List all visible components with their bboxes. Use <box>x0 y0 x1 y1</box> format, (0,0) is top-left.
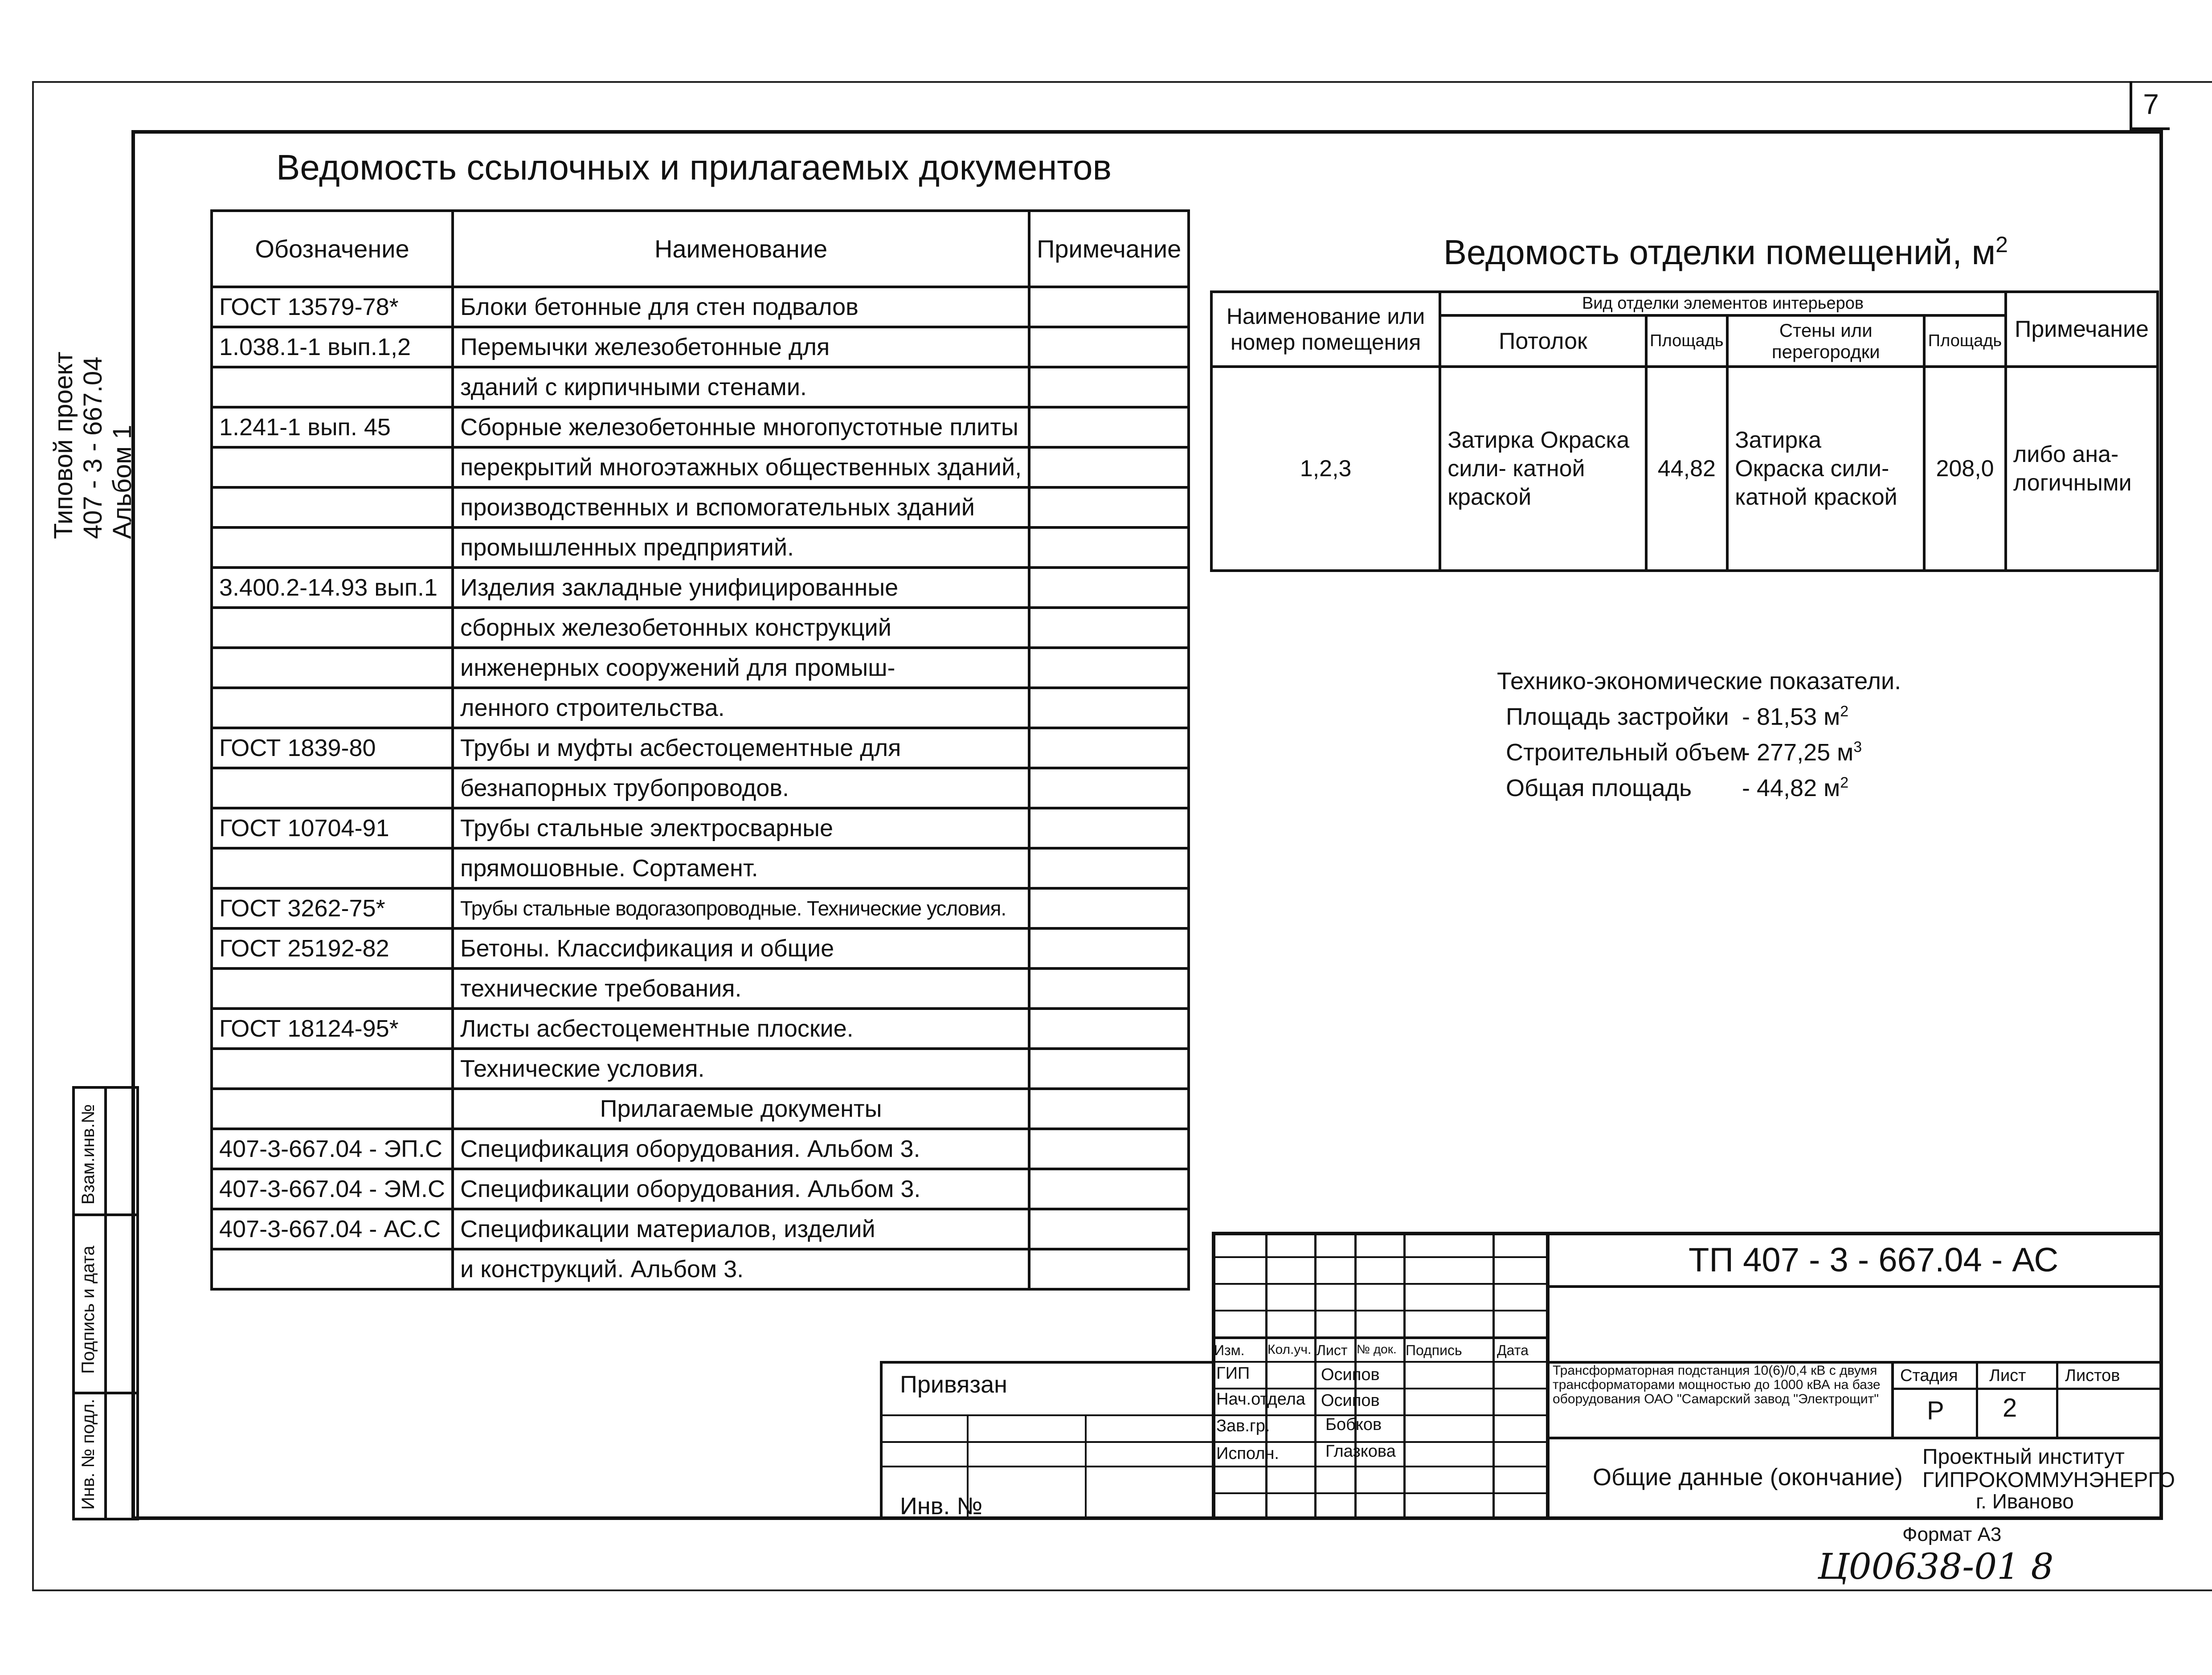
docs-note <box>1029 728 1189 768</box>
docs-designation <box>212 1049 453 1089</box>
table-row <box>212 648 1189 688</box>
docs-designation <box>212 527 453 568</box>
docs-designation: ГОСТ 10704-91 <box>212 808 453 848</box>
tep-row: Общая площадь - 44,82 $м^2$ <box>1506 774 1849 801</box>
docs-designation: 407-3-667.04 - ЭМ.С <box>212 1169 453 1209</box>
table-row <box>212 848 1189 888</box>
table-row <box>212 287 1189 327</box>
tep-row: Строительный объем- 277,25 $м^3$ <box>1506 739 1862 766</box>
table-row <box>212 888 1189 928</box>
docs-note <box>1029 407 1189 447</box>
docs-note <box>1029 568 1189 608</box>
title-block: ТП 407 - 3 - 667.04 - АС Изм. Кол.уч. Лист № док. Подпись Дата ГИП Осипов Нач.отдела Осипов Зав.гр. Бобков Исполн. Глазкова Привязан Инв. № Трансформаторная подстанция 10(6)/0,4 кВ с двумя трансформаторами мощностью до 1000 кВА на базе оборудования ОАО "Самарский завод "Электрощит" Общие данные (окончание) Стадия Лист Листов Р 2 Проектный институт ГИПРОКОММУНЭНЕРГО г. Иваново <box>880 1232 2163 1520</box>
table-row <box>212 447 1189 487</box>
docs-designation: ГОСТ 1839-80 <box>212 728 453 768</box>
docs-designation: ГОСТ 3262-75* <box>212 888 453 928</box>
table-row <box>212 1089 1189 1129</box>
docs-name: Блоки бетонные для стен подвалов <box>453 287 1029 327</box>
docs-note <box>1029 1129 1189 1169</box>
table-row <box>212 487 1189 527</box>
finish-header-note: Примечание <box>2006 292 2158 367</box>
docs-header-note: Примечание <box>1029 211 1189 287</box>
tep-block <box>1497 666 1901 803</box>
docs-name: Изделия закладные унифицированные <box>453 568 1029 608</box>
docs-designation: 1.038.1-1 вып.1,2 <box>212 327 453 367</box>
table-row <box>212 1009 1189 1049</box>
table-row <box>212 928 1189 968</box>
docs-designation <box>212 367 453 407</box>
table-row <box>212 367 1189 407</box>
docs-name: сборных железобетонных конструкций <box>453 608 1029 648</box>
docs-note <box>1029 487 1189 527</box>
docs-note <box>1029 447 1189 487</box>
handwritten-number: Ц00638-01 8 <box>1818 1546 2054 1587</box>
docs-name: промышленных предприятий. <box>453 527 1029 568</box>
side-label-inv: Инв. № подл. <box>78 1398 98 1510</box>
table-row <box>212 728 1189 768</box>
docs-name: безнапорных трубопроводов. <box>453 768 1029 808</box>
table-row <box>212 1169 1189 1209</box>
page-number: 7 <box>2130 81 2170 130</box>
docs-name: Технические условия. <box>453 1049 1029 1089</box>
docs-designation <box>212 848 453 888</box>
docs-designation <box>212 1249 453 1289</box>
docs-note <box>1029 1169 1189 1209</box>
table-row <box>212 608 1189 648</box>
privyazan-label: Привязан <box>900 1371 1007 1398</box>
docs-note <box>1029 928 1189 968</box>
docs-note <box>1029 367 1189 407</box>
table-row <box>212 327 1189 367</box>
finish-area2: 208,0 <box>1924 367 2006 571</box>
table-row <box>212 688 1189 728</box>
sheet-title: Общие данные (окончание) <box>1593 1464 1903 1491</box>
docs-designation <box>212 608 453 648</box>
docs-header-name: Наименование <box>453 211 1029 287</box>
table-row <box>212 1129 1189 1169</box>
docs-table <box>210 209 1190 1291</box>
table-row <box>212 808 1189 848</box>
docs-designation <box>212 688 453 728</box>
docs-note <box>1029 848 1189 888</box>
docs-note <box>1029 327 1189 367</box>
docs-name: перекрытий многоэтажных общественных зданий, <box>453 447 1029 487</box>
docs-title: Ведомость ссылочных и прилагаемых документов <box>276 147 1112 187</box>
finish-note: либо ана- логичными <box>2006 367 2158 571</box>
side-title: Типовой проект 407 - 3 - 667.04 Альбом 1 <box>49 351 137 539</box>
docs-name: технические требования. <box>453 968 1029 1009</box>
finish-header-room: Наименование или номер помещения <box>1211 292 1440 367</box>
finish-area1: 44,82 <box>1646 367 1728 571</box>
docs-note <box>1029 808 1189 848</box>
table-row <box>212 1049 1189 1089</box>
docs-designation: 3.400.2-14.93 вып.1 <box>212 568 453 608</box>
docs-designation <box>212 768 453 808</box>
docs-note <box>1029 968 1189 1009</box>
docs-name: производственных и вспомогательных зданий <box>453 487 1029 527</box>
docs-name: Спецификации оборудования. Альбом 3. <box>453 1169 1029 1209</box>
docs-designation: 1.241-1 вып. 45 <box>212 407 453 447</box>
docs-name: Трубы и муфты асбестоцементные для <box>453 728 1029 768</box>
docs-note <box>1029 608 1189 648</box>
docs-designation: ГОСТ 13579-78* <box>212 287 453 327</box>
docs-name: Бетоны. Классификация и общие <box>453 928 1029 968</box>
docs-name: Спецификации материалов, изделий <box>453 1209 1029 1249</box>
docs-name: зданий с кирпичными стенами. <box>453 367 1029 407</box>
docs-designation <box>212 487 453 527</box>
docs-name: Трубы стальные электросварные <box>453 808 1029 848</box>
docs-note <box>1029 287 1189 327</box>
docs-name: Листы асбестоцементные плоские. <box>453 1009 1029 1049</box>
object-name: Трансформаторная подстанция 10(6)/0,4 кВ с двумя трансформаторами мощностью до 1000 кВА на базе оборудования ОАО "Самарский завод "Электрощит" <box>1553 1363 1881 1406</box>
finish-title: Ведомость отделки помещений, $м^2$ <box>1443 232 2008 272</box>
format-label: Формат А3 <box>1902 1524 2002 1545</box>
tep-title: Технико-экономические показатели. <box>1497 668 1901 695</box>
finish-header-area1: Площадь <box>1646 315 1728 367</box>
side-label-sign: Подпись и дата <box>78 1246 98 1374</box>
docs-name: Прилагаемые документы <box>453 1089 1029 1129</box>
table-row <box>212 568 1189 608</box>
docs-designation <box>212 447 453 487</box>
tep-row: Площадь застройки - 81,53 $м^2$ <box>1506 703 1849 730</box>
finish-room: 1,2,3 <box>1211 367 1440 571</box>
docs-note <box>1029 688 1189 728</box>
table-row <box>212 768 1189 808</box>
docs-note <box>1029 768 1189 808</box>
docs-note <box>1029 648 1189 688</box>
finish-header-area2: Площадь <box>1924 315 2006 367</box>
docs-note <box>1029 1009 1189 1049</box>
docs-designation <box>212 968 453 1009</box>
docs-name: ленного строительства. <box>453 688 1029 728</box>
docs-name: Спецификация оборудования. Альбом 3. <box>453 1129 1029 1169</box>
docs-designation: ГОСТ 25192-82 <box>212 928 453 968</box>
finish-ceiling: Затирка Окраска сили- катной краской <box>1440 367 1646 571</box>
docs-name: инженерных сооружений для промыш- <box>453 648 1029 688</box>
docs-designation <box>212 1089 453 1129</box>
docs-name: Перемычки железобетонные для <box>453 327 1029 367</box>
table-row <box>212 968 1189 1009</box>
table-row <box>212 527 1189 568</box>
table-row <box>212 407 1189 447</box>
docs-header-designation: Обозначение <box>212 211 453 287</box>
docs-name: и конструкций. Альбом 3. <box>453 1249 1029 1289</box>
docs-designation: 407-3-667.04 - ЭП.С <box>212 1129 453 1169</box>
docs-designation: 407-3-667.04 - АС.С <box>212 1209 453 1249</box>
finish-header-ceiling: Потолок <box>1440 315 1646 367</box>
docs-note <box>1029 1089 1189 1129</box>
docs-note <box>1029 888 1189 928</box>
docs-name: Сборные железобетонные многопустотные плиты <box>453 407 1029 447</box>
docs-note <box>1029 527 1189 568</box>
finish-walls: Затирка Окраска сили- катной краской <box>1727 367 1924 571</box>
docs-note <box>1029 1049 1189 1089</box>
inv-label: Инв. № <box>900 1493 983 1520</box>
finish-table <box>1210 290 2159 572</box>
docs-name: Трубы стальные водогазопроводные. Технические условия. <box>453 888 1029 928</box>
finish-header-walls: Стены или перегородки <box>1727 315 1924 367</box>
finish-header-group: Вид отделки элементов интерьеров <box>1440 292 2006 315</box>
side-label-vzam: Взам.инв.№ <box>78 1104 98 1205</box>
stamp-code: ТП 407 - 3 - 667.04 - АС <box>1689 1241 2059 1279</box>
docs-designation <box>212 648 453 688</box>
docs-name: прямошовные. Сортамент. <box>453 848 1029 888</box>
docs-designation: ГОСТ 18124-95* <box>212 1009 453 1049</box>
side-stamp <box>72 1086 139 1520</box>
